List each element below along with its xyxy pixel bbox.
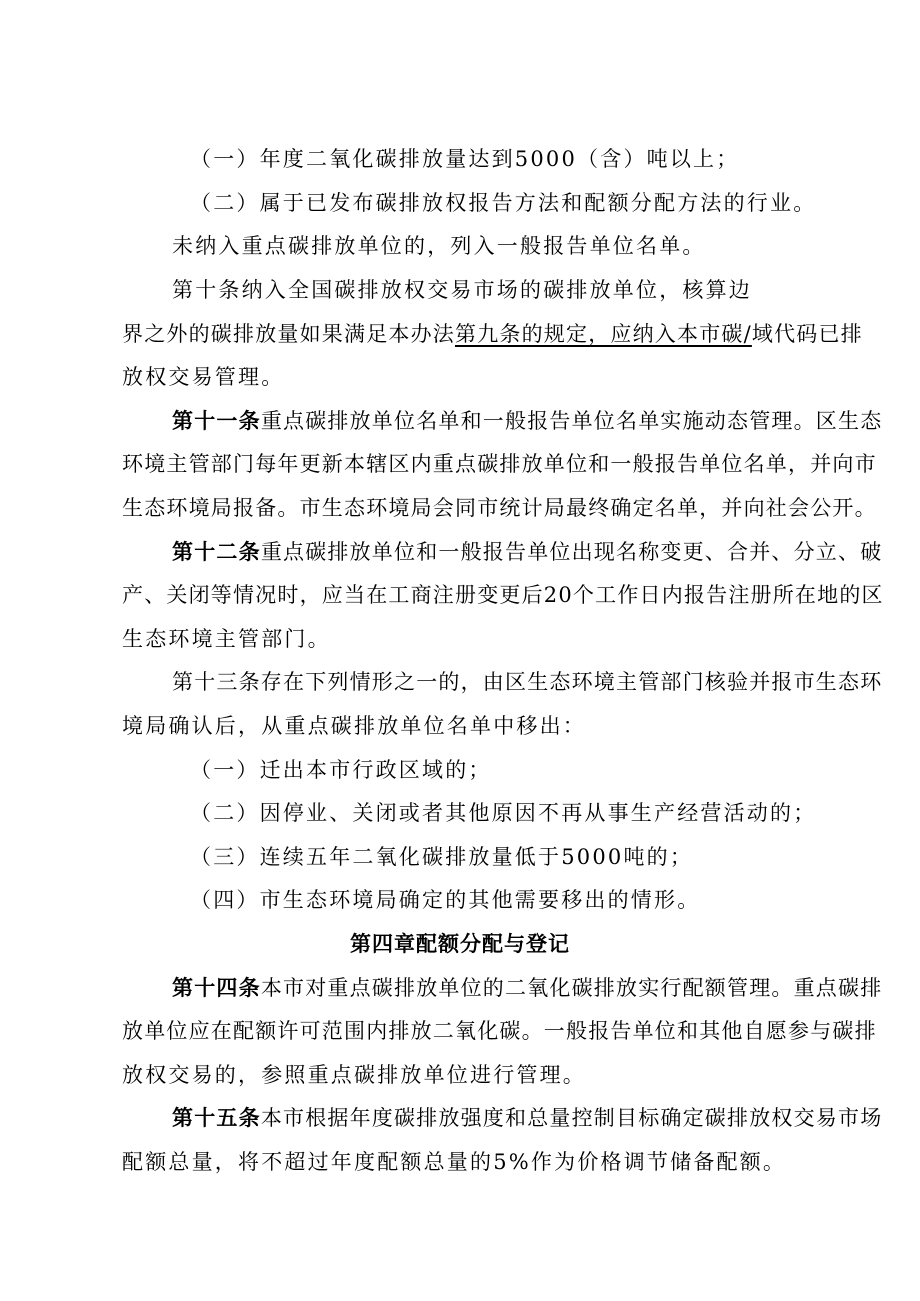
chapter-heading — [0, 929, 920, 959]
paragraph-line — [122, 449, 877, 479]
line-text: 生态环境主管部门。 — [122, 627, 331, 651]
paragraph-line — [122, 1016, 877, 1046]
line-text: 重点碳排放单位名单和一般报告单位名单实施动态管理。区生态 — [260, 409, 883, 433]
list-item — [190, 842, 693, 872]
article-number: 第十五条 — [172, 1105, 261, 1130]
article-number: 第十二条 — [172, 539, 261, 564]
paragraph-line — [122, 362, 284, 392]
line-text: 第十条纳入全国碳排放权交易市场的碳排放单位，核算边 — [172, 278, 752, 302]
article-13-line — [172, 667, 882, 697]
line-text: （四）市生态环境局确定的其他需要移出的情形。 — [190, 888, 701, 912]
line-text: 重点碳排放单位和一般报告单位出现名称变更、合并、分立、破 — [260, 540, 883, 564]
list-item — [190, 755, 492, 785]
line-text: 未纳入重点碳排放单位的，列入一般报告单位名单。 — [172, 234, 706, 258]
line-text: （二）属于已发布碳排放权报告方法和配额分配方法的行业。 — [190, 191, 817, 215]
paragraph-line — [122, 1060, 586, 1090]
line-text: （三）连续五年二氧化碳排放量低于5000吨的； — [190, 845, 694, 869]
list-item — [190, 798, 816, 828]
line-text: 界之外的碳排放量如果满足本办法 — [122, 322, 455, 346]
paragraph-line — [122, 493, 877, 523]
underlined-text: 第九条的规定，应纳入本市碳/ — [455, 322, 752, 346]
line-text: 本市对重点碳排放单位的二氧化碳排放实行配额管理。重点碳排 — [260, 976, 883, 1000]
article-12-line — [172, 537, 882, 567]
paragraph-line — [122, 711, 586, 741]
article-10-continued-line — [122, 319, 863, 349]
line-text: 放权交易的，参照重点碳排放单位进行管理。 — [122, 1063, 586, 1087]
line-text: 配额总量，将不超过年度配额总量的5%作为价格调节储备配额。 — [122, 1150, 787, 1174]
article-number: 第十四条 — [172, 975, 261, 1000]
line-text: 放权交易管理。 — [122, 365, 285, 389]
paragraph-line — [122, 1147, 786, 1177]
article-11-line — [172, 406, 882, 436]
paragraph-line — [122, 580, 884, 610]
article-14-line — [172, 973, 882, 1003]
line-text: 第十三条存在下列情形之一的，由区生态环境主管部门核验并报市生态环 — [172, 670, 883, 694]
item-2-line — [190, 188, 816, 218]
item-1-line — [190, 144, 739, 174]
line-text: （二）因停业、关闭或者其他原因不再从事生产经营活动的； — [190, 801, 817, 825]
line-text: 域代码已排 — [751, 322, 863, 346]
line-text: 生态环境局报备。市生态环境局会同市统计局最终确定名单，并向社会公开。 — [122, 496, 877, 520]
heading-text: 第四章配额分配与登记 — [350, 931, 570, 956]
line-text: 境局确认后，从重点碳排放单位名单中移出： — [122, 714, 586, 738]
article-10-line — [172, 275, 752, 305]
line-text: （一）年度二氧化碳排放量达到5000（含）吨以上； — [190, 147, 740, 171]
list-item — [190, 885, 700, 915]
paragraph-line — [172, 231, 706, 261]
article-number: 第十一条 — [172, 408, 261, 433]
paragraph-line — [122, 624, 331, 654]
line-text: 产、关闭等情况时，应当在工商注册变更后20个工作日内报告注册所在地的区 — [122, 583, 884, 607]
article-15-line — [172, 1103, 882, 1133]
line-text: 本市根据年度碳排放强度和总量控制目标确定碳排放权交易市场 — [260, 1106, 883, 1130]
line-text: 放单位应在配额许可范围内排放二氧化碳。一般报告单位和其他自愿参与碳排 — [122, 1019, 877, 1043]
line-text: （一）迁出本市行政区域的； — [190, 758, 492, 782]
line-text: 环境主管部门每年更新本辖区内重点碳排放单位和一般报告单位名单，并向市 — [122, 452, 877, 476]
